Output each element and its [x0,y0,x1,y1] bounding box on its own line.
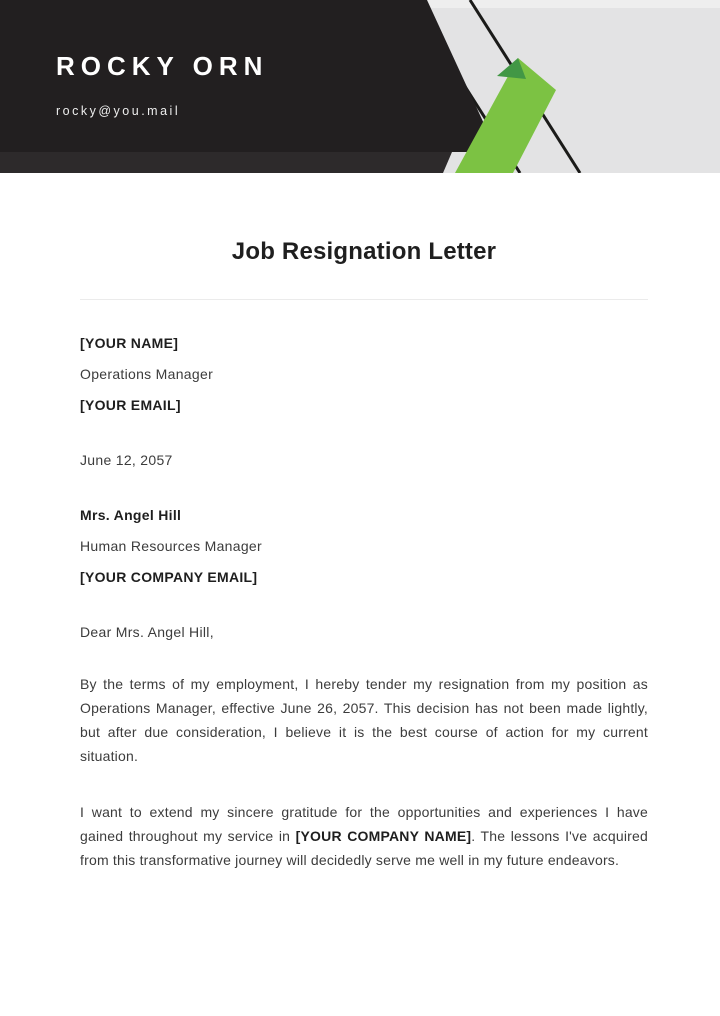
salutation: Dear Mrs. Angel Hill, [80,624,214,640]
letterhead-email: rocky@you.mail [56,104,181,118]
paragraph-gratitude-post: . The lessons I've acquired from this transformative journey will decidedly serve me well in my future endeavors. [80,828,649,868]
paragraph-resignation-text: By the terms of my employment, I hereby tender my resignation from my position as Operations Manager, effective June 26, 2057. This decision has not been made lightly, but after due consideration, I believe it is the best course of action for my current situation. [80,676,648,764]
title-divider [80,299,648,300]
recipient-name: Mrs. Angel Hill [80,507,182,523]
letterhead-text [56,50,268,118]
recipient-role: Human Resources Manager [80,538,262,554]
sender-role: Operations Manager [80,366,214,382]
letter-date: June 12, 2057 [80,452,173,468]
recipient-email-placeholder: [YOUR COMPANY EMAIL] [80,569,258,585]
recipient-block [80,500,648,593]
paragraph-gratitude [80,800,648,872]
letter-content [0,237,720,872]
company-name-placeholder: [YOUR COMPANY NAME] [295,828,472,844]
letter-title: Job Resignation Letter [231,238,497,265]
sender-name-placeholder: [YOUR NAME] [80,335,179,351]
paragraph-resignation [80,672,648,768]
letterhead [0,0,720,173]
sender-email-placeholder: [YOUR EMAIL] [80,397,181,413]
sender-block [80,328,648,421]
paragraph-gratitude-pre: I want to extend my sincere gratitude for the opportunities and experiences I have gained throughout my service in [80,804,648,844]
black-panel-bottom-strip [0,152,452,173]
letterhead-name: ROCKY ORN [56,51,269,81]
